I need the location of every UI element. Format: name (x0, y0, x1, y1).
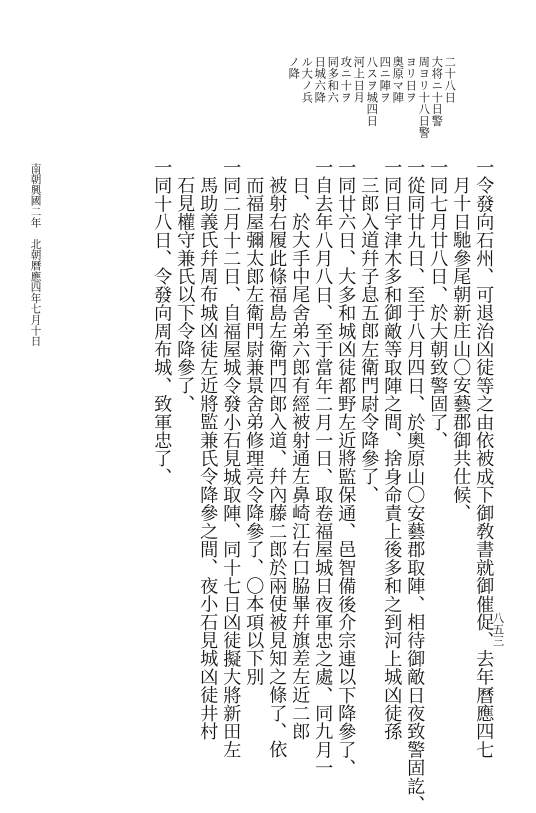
body-column: 月十日馳參尾朝新庄山〇安藝郡御共仕候、 (450, 176, 472, 522)
header-note-line: 二十八日 (443, 56, 457, 104)
running-head: 南朝興國二年 北朝曆應四年七月十日 (29, 163, 42, 347)
header-note-line: 周ヨリ十八日警 (417, 56, 431, 139)
page-number: 八五三 (491, 612, 506, 647)
header-note-line: 日城六降 (313, 56, 327, 104)
body-column: 三郎入道幷子息五郎左衛門尉令降參了、 (358, 176, 380, 504)
header-note-line: ヨリ日ヲ (404, 56, 418, 104)
header-note-line: ノ降 (287, 56, 301, 80)
header-note-line: 八スヲ城四日 (365, 56, 379, 127)
body-column: 一同七月廿八日、於大朝致警固了、 (427, 158, 449, 450)
header-note-line: 同多和六 (326, 56, 340, 104)
body-column: 石見權守兼氏以下令降參了、 (174, 176, 196, 413)
body-column: 一從同廿九日、至于八月四日、於奧原山〇安藝郡取陣、相待御敵日夜致警固訖、 (404, 158, 426, 813)
body-column: 一令發向石州、可退治凶徒等之由依被成下御敎書就御催促、去年曆應四七 (473, 158, 495, 759)
document-body (60, 158, 500, 813)
header-note-line: ル大ノ兵 (300, 56, 314, 104)
header-note-line: 大将ニ十日警 (430, 56, 444, 127)
body-column: 一同十八日、令發向周布城、致軍忠了、 (151, 158, 173, 486)
header-note (260, 56, 460, 139)
body-column: 一自去年八月八日、至于當年二月一日、取卷福屋城日夜軍忠之處、同九月一 (312, 158, 334, 777)
body-column: 而福屋彌太郎左衛門尉兼景舍弟修理亮令降參了、〇本項以下別 (243, 176, 265, 686)
header-note-line: 河上日月 (352, 56, 366, 104)
body-column: 一同日宇津木多和御敵等取陣之間、捨身命責上後多和之到河上城凶徒孫 (381, 158, 403, 741)
header-note-line: 奥原マ陣 (391, 56, 405, 104)
body-column: 一同廿六日、大多和城凶徒都野左近將監保通、邑智備後介宗連以下降參了、 (335, 158, 357, 777)
header-note-line: 攻ニ十ヲ (339, 56, 353, 104)
header-note-line: 四ニ陣ヲ (378, 56, 392, 104)
body-column: 馬助義氏幷周布城凶徒左近將監兼氏令降參之間、夜小石見城凶徒井村 (197, 176, 219, 741)
body-column: 日、於大手中尾舍弟六郎有經被射通左鼻崎江右口脇畢幷旗差左近二郎 (289, 176, 311, 741)
body-column: 被射右履此條福島左衛門四郎入道、幷內藤二郎於兩使被見知之條了、依 (266, 176, 288, 759)
body-column: 一同二月十二日、自福屋城令發小石見城取陣、同十七日凶徒擬大將新田左 (220, 158, 242, 759)
